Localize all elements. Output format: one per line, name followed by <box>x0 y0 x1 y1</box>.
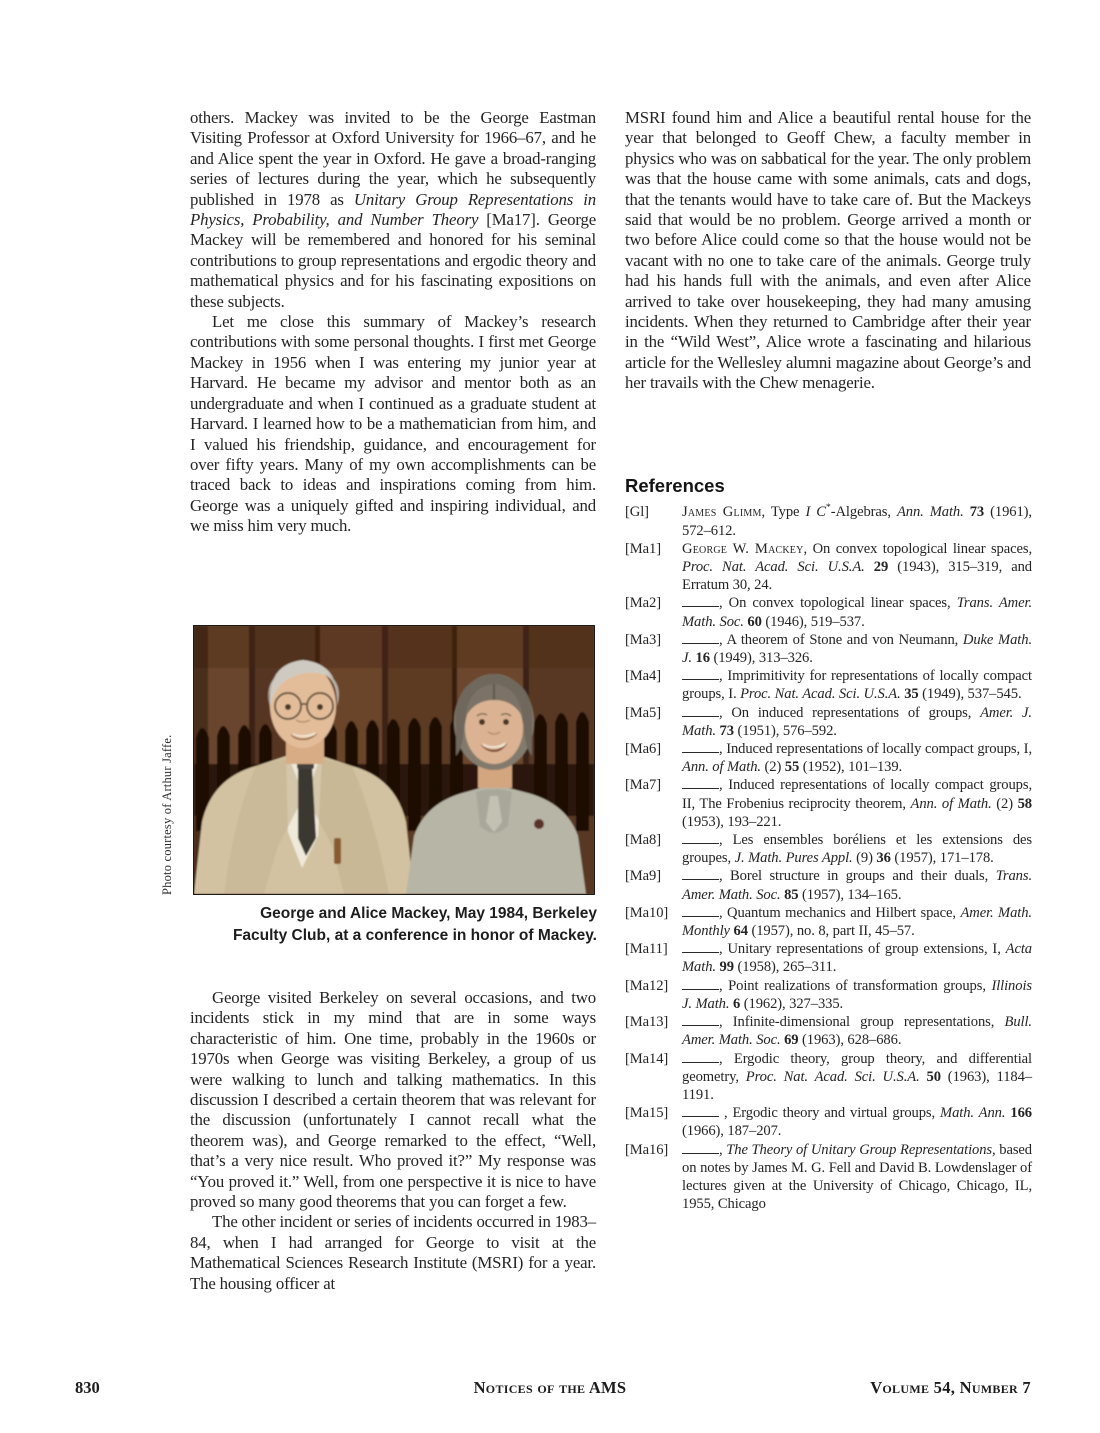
references-list <box>625 503 1032 1213</box>
reference-entry <box>625 704 1032 740</box>
reference-label: [Ma16] <box>625 1141 669 1158</box>
reference-entry <box>625 1141 1032 1214</box>
reference-label: [Ma4] <box>625 668 661 685</box>
reference-entry <box>625 776 1032 831</box>
reference-text: , On convex topological linear spaces, Trans. Amer. Math. Soc. 60 (1946), 519–537. <box>682 595 1032 630</box>
reference-text: , Ergodic theory, group theory, and differential geometry, Proc. Nat. Acad. Sci. U.S.A. 50 (1963), 1184–1191. <box>682 1050 1032 1103</box>
reference-entry <box>625 667 1032 703</box>
reference-text: James Glimm, Type I C*-Algebras, Ann. Math. 73 (1961), 572–612. <box>682 502 1032 539</box>
reference-label: [Ma10] <box>625 904 669 921</box>
paragraph: The other incident or series of incidents occurred in 1983–84, when I had arranged for George to visit at the Mathematical Sciences Research Institute (MSRI) for a year. The housing officer at <box>190 1212 596 1293</box>
reference-entry <box>625 904 1032 940</box>
references-title: References <box>625 475 725 496</box>
reference-text: , Induced representations of locally compact groups, II, The Frobenius reciprocity theorem, Ann. of Math. (2) 58 (1953), 193–221. <box>682 777 1032 830</box>
reference-label: [Ma12] <box>625 977 669 994</box>
footer-issue: Volume 54, Number 7 <box>870 1378 1031 1397</box>
photo-george-alice-mackey <box>193 625 595 895</box>
right-column <box>625 108 1031 1388</box>
reference-label: [Ma11] <box>625 941 668 958</box>
paragraph: George visited Berkeley on several occasions, and two incidents stick in my mind that are in some ways characteristic of him. One time, probably in the 1960s or 1970s when George was visiting Berkeley, a group of us were walking to lunch and talking mathematics. In this discussion I described a certain theorem that was relevant for the discussion (unfortunately I cannot recall what the theorem was), and George remarked to the effect, “Well, that’s a very nice result. Who proved it?” My response was “You proved it.” Well, from one perspective it is nice to have proved so many good theorems that you can forget a few. <box>190 988 596 1212</box>
reference-text: , A theorem of Stone and von Neumann, Duke Math. J. 16 (1949), 313–326. <box>682 631 1032 667</box>
reference-label: [Ma2] <box>625 595 661 612</box>
paragraph: MSRI found him and Alice a beautiful rental house for the year that belonged to Geoff Chew, a faculty member in physics who was on sabbatical for the year. The only problem was that the house came with some animals, cats and dogs, that the tenants would have to take care of. But the Mackeys said that would be no problem. George arrived a month or two before Alice could come so that the house would not be vacant with no one to take care of the animals. George truly had his hands full with the animals, and even after Alice arrived to take over housekeeping, they had many amusing incidents. When they returned to Cambridge after their year in the “Wild West”, Alice wrote a fascinating and hilarious article for the Wellesley alumni magazine about George’s and her travails with the Chew menagerie. <box>625 108 1031 393</box>
left-column <box>190 108 596 1388</box>
reference-text: , The Theory of Unitary Group Representations, based on notes by James M. G. Fell and David B. Lowdenslager of lectures given at the University of Chicago, Chicago, IL, 1955, Chicago <box>682 1141 1032 1213</box>
reference-text: , Point realizations of transformation groups, Illinois J. Math. 6 (1962), 327–335. <box>682 977 1032 1012</box>
reference-entry <box>625 1050 1032 1105</box>
reference-text: , Ergodic theory and virtual groups, Math. Ann. 166 (1966), 187–207. <box>682 1105 1032 1140</box>
references-section <box>625 476 1032 1213</box>
reference-entry <box>625 503 1032 539</box>
reference-label: [Ma14] <box>625 1050 669 1067</box>
photo-caption: George and Alice Mackey, May 1984, Berkeley Faculty Club, at a conference in honor of Mackey. <box>232 905 597 944</box>
reference-entry <box>625 631 1032 667</box>
reference-entry <box>625 740 1032 776</box>
paragraph: Let me close this summary of Mackey’s research contributions with some personal thoughts. I first met George Mackey in 1956 when I was entering my junior year at Harvard. He became my advisor and mentor both as an undergraduate and when I continued as a graduate student at Harvard. I learned how to be a mathematician from him, and I valued his friendship, guidance, and encouragement for over fifty years. Many of my own accomplishments can be traced back to ideas and inspirations coming from him. George was a uniquely gifted and inspiring individual, and we miss him very much. <box>190 312 596 536</box>
reference-entry <box>625 1013 1032 1049</box>
page-footer <box>0 1378 1100 1404</box>
right-column-top-text <box>625 108 1031 394</box>
reference-text: , Imprimitivity for representations of locally compact groups, I. Proc. Nat. Acad. Sci. U.S.A. 35 (1949), 537–545. <box>682 668 1032 703</box>
reference-entry <box>625 540 1032 595</box>
reference-label: [Gl] <box>625 504 649 521</box>
page-number: 830 <box>75 1378 100 1397</box>
reference-label: [Ma5] <box>625 704 661 721</box>
reference-text: , On induced representations of groups, Amer. J. Math. 73 (1951), 576–592. <box>682 704 1032 739</box>
reference-text: , Infinite-dimensional group representations, Bull. Amer. Math. Soc. 69 (1963), 628–686. <box>682 1014 1032 1049</box>
left-column-bottom-text <box>190 988 596 1294</box>
reference-entry <box>625 831 1032 867</box>
reference-text: , Borel structure in groups and their duals, Trans. Amer. Math. Soc. 85 (1957), 134–165. <box>682 868 1032 903</box>
left-column-top-text <box>190 108 596 537</box>
reference-label: [Ma9] <box>625 868 661 885</box>
reference-label: [Ma1] <box>625 540 661 557</box>
reference-entry <box>625 977 1032 1013</box>
reference-entry <box>625 940 1032 976</box>
footer-journal-name: Notices of the AMS <box>473 1378 627 1397</box>
paragraph: others. Mackey was invited to be the George Eastman Visiting Professor at Oxford University for 1966–67, and he and Alice spent the year in Oxford. He gave a broad-ranging series of lectures during the year, which he subsequently published in 1978 as Unitary Group Representations in Physics, Probability, and Number Theory [Ma17]. George Mackey will be remembered and honored for his seminal contributions to group representations and ergodic theory and mathematical physics and for his fascinating expositions on these subjects. <box>190 108 597 311</box>
reference-label: [Ma7] <box>625 777 661 794</box>
reference-text: , Les ensembles boréliens et les extensions des groupes, J. Math. Pures Appl. (9) 36 (1957), 171–178. <box>682 832 1032 867</box>
photo-credit: Photo courtesy of Arthur Jaffe. <box>160 734 174 895</box>
reference-entry <box>625 1104 1032 1140</box>
reference-text: , Induced representations of locally compact groups, I, Ann. of Math. (2) 55 (1952), 101–139. <box>682 741 1032 776</box>
reference-label: [Ma6] <box>625 741 661 758</box>
reference-label: [Ma13] <box>625 1014 669 1031</box>
reference-entry <box>625 594 1032 630</box>
reference-label: [Ma15] <box>625 1105 669 1122</box>
reference-entry <box>625 867 1032 903</box>
reference-label: [Ma3] <box>625 631 661 648</box>
reference-text: , Unitary representations of group extensions, I, Acta Math. 99 (1958), 265–311. <box>682 941 1032 976</box>
reference-text: George W. Mackey, On convex topological linear spaces, Proc. Nat. Acad. Sci. U.S.A. 29 (1943), 315–319, and Erratum 30, 24. <box>682 540 1033 594</box>
photo-illustration <box>194 626 594 894</box>
reference-text: , Quantum mechanics and Hilbert space, Amer. Math. Monthly 64 (1957), no. 8, part II, 45–57. <box>682 904 1032 940</box>
reference-label: [Ma8] <box>625 832 661 849</box>
